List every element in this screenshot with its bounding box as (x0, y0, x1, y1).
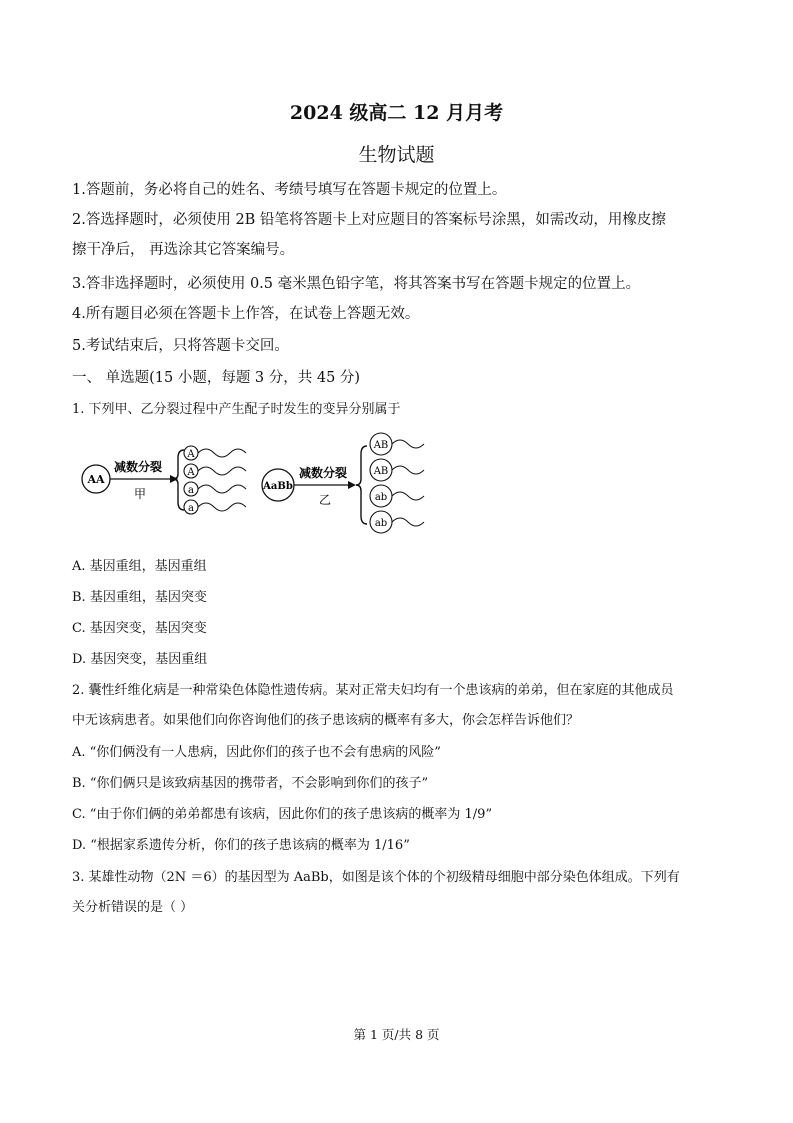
q1-option-c: C. 基因突变，基因突变 (72, 621, 207, 636)
q2-option-d: D. “根据家系遗传分析，你们的孩子患该病的概率为 1/16” (72, 838, 410, 853)
notice-line: 擦干净后， 再选涂其它答案编号。 (72, 242, 295, 258)
gamete-label: A (187, 449, 195, 460)
left-gametes (184, 446, 246, 514)
brace (356, 446, 367, 524)
notice-line: 4.所有题目必须在答题卡上作答，在试卷上答题无效。 (72, 306, 420, 322)
gamete-label: a (188, 485, 194, 496)
gamete-label: ab (374, 492, 388, 503)
gamete-label: A (187, 467, 195, 478)
sperm-tail (198, 503, 246, 511)
question-2-stem: 2. 囊性纤维化病是一种常染色体隐性遗传病。某对正常夫妇均有一个患该病的弟弟，但在家庭的其他成员 (72, 683, 674, 698)
arrow-head (348, 481, 356, 489)
right-parent-label: AaBb (263, 481, 293, 492)
right-process-label: 减数分裂 (298, 466, 348, 480)
notice-line: 2.答选择题时，必须使用 2B 铅笔将答题卡上对应题目的答案标号涂黑，如需改动，用橡皮擦 (72, 212, 666, 228)
sperm-tail (198, 467, 246, 475)
section-heading: 一、 单选题(15 小题，每题 3 分，共 45 分) (72, 370, 361, 386)
q1-option-a: A. 基因重组，基因重组 (72, 559, 207, 574)
q2-option-b: B. “你们俩只是该致病基因的携带者，不会影响到你们的孩子” (72, 776, 429, 791)
left-branch-label: 甲 (133, 487, 147, 501)
right-gametes (370, 433, 424, 533)
notice-line: 3.答非选择题时，必须使用 0.5 毫米黑色铅字笔，将其答案书写在答题卡规定的位置上。 (72, 276, 641, 292)
exam-title: 2024 级高二 12 月月考 (289, 102, 504, 124)
sperm-tail (392, 518, 424, 526)
question-2-stem: 中无该病患者。如果他们向你咨询他们的孩子患该病的概率有多大，你会怎样告诉他们？ (72, 713, 580, 728)
q2-option-a: A. “你们俩没有一人患病，因此你们的孩子也不会有患病的风险” (72, 745, 441, 760)
question-3-stem: 关分析错误的是（ ） (72, 900, 194, 915)
sperm-tail (198, 485, 246, 493)
q1-option-b: B. 基因重组，基因突变 (72, 590, 207, 605)
gamete-label: AB (373, 440, 389, 451)
page-footer: 第 1 页/共 8 页 (353, 1027, 440, 1042)
question-1-stem: 1. 下列甲、乙分裂过程中产生配子时发生的变异分别属于 (72, 402, 401, 417)
q1-option-d: D. 基因突变，基因重组 (72, 652, 208, 667)
left-process-label: 减数分裂 (113, 460, 163, 474)
meiosis-diagram (78, 428, 438, 540)
notice-line: 5.考试结束后，只将答题卡交回。 (72, 338, 289, 354)
question-3-stem: 3. 某雄性动物（2N ＝6）的基因型为 AaBb，如图是该个体的个初级精母细胞中部分染色体组成。下列有 (72, 870, 680, 885)
q2-option-c: C. “由于你们俩的弟弟都患有该病，因此你们的孩子患该病的概率为 1/9” (72, 807, 493, 822)
right-branch-label: 乙 (318, 493, 332, 507)
gamete-label: ab (374, 518, 388, 529)
gamete-label: a (188, 503, 194, 514)
gamete-label: AB (373, 466, 389, 477)
left-parent-label: AA (87, 473, 105, 486)
sperm-tail (392, 440, 424, 448)
notice-line: 1.答题前，务必将自己的姓名、考绩号填写在答题卡规定的位置上。 (72, 182, 507, 198)
sperm-tail (198, 449, 246, 457)
exam-subtitle: 生物试题 (358, 144, 435, 166)
sperm-tail (392, 466, 424, 474)
sperm-tail (392, 492, 424, 500)
